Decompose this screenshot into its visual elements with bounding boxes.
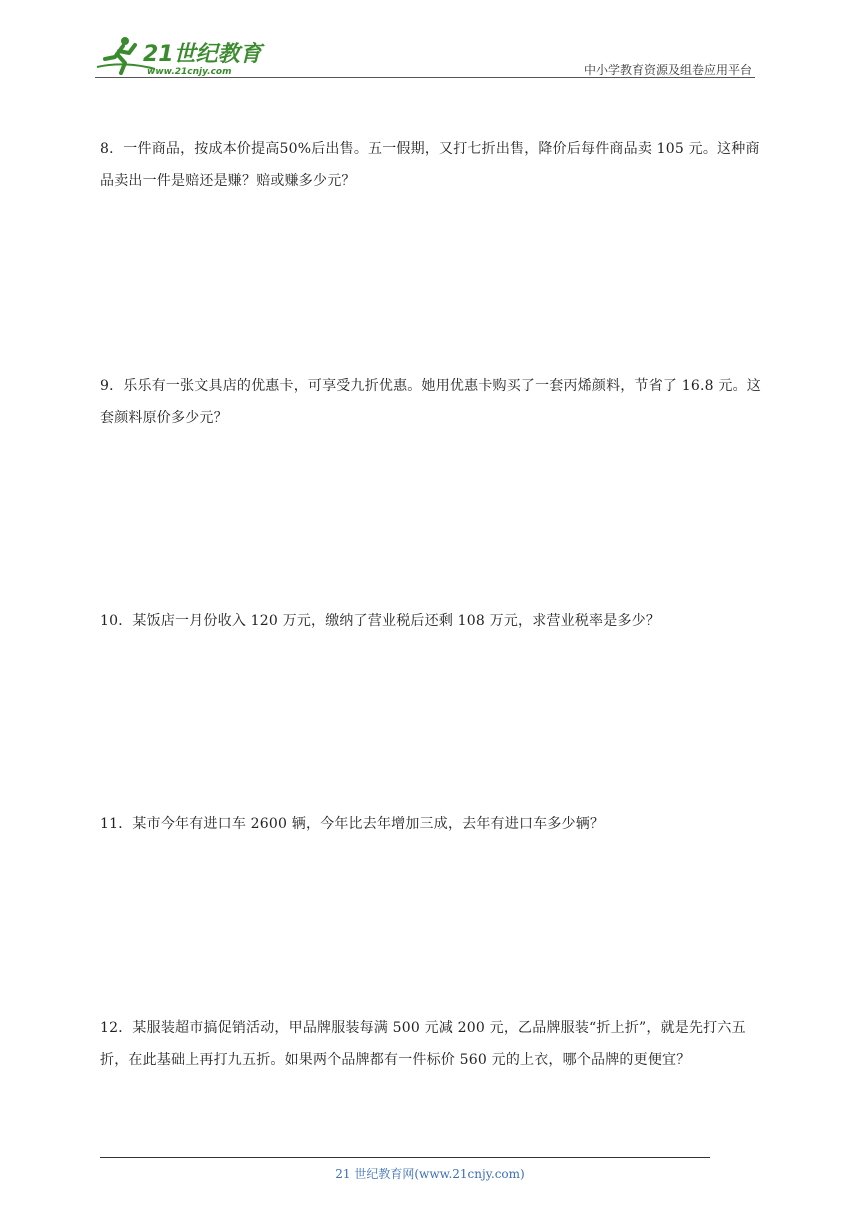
question-12: 12．某服装超市搞促销活动，甲品牌服装每满 500 元减 200 元，乙品牌服装“折上折”，就是先打六五折，在此基础上再打九五折。如果两个品牌都有一件标价 560 元的上衣，哪个品牌的更便宜？: [100, 1020, 746, 1068]
logo-subtitle: www.21cnjy.com: [147, 67, 232, 77]
brand-logo: [95, 33, 265, 77]
question-9: 9．乐乐有一张文具店的优惠卡，可享受九折优惠。她用优惠卡购买了一套丙烯颜料，节省了 16.8 元。这套颜料原价多少元？: [100, 378, 761, 426]
question-8: 8．一件商品，按成本价提高50%后出售。五一假期，又打七折出售，降价后每件商品卖 105 元。这种商品卖出一件是赔还是赚？赔或赚多少元？: [100, 141, 760, 189]
header-tagline: 中小学教育资源及组卷应用平台: [583, 63, 752, 77]
header-divider: [95, 77, 755, 78]
question-11: 11．某市今年有进口车 2600 辆，今年比去年增加三成，去年有进口车多少辆？: [100, 816, 605, 832]
logo-title: 21世纪教育: [143, 42, 262, 67]
question-10: 10．某饭店一月份收入 120 万元，缴纳了营业税后还剩 108 万元，求营业税率是多少？: [100, 613, 661, 629]
footer-link[interactable]: 21 世纪教育网(www.21cnjy.com): [335, 1167, 525, 1181]
footer-divider: [100, 1157, 710, 1158]
